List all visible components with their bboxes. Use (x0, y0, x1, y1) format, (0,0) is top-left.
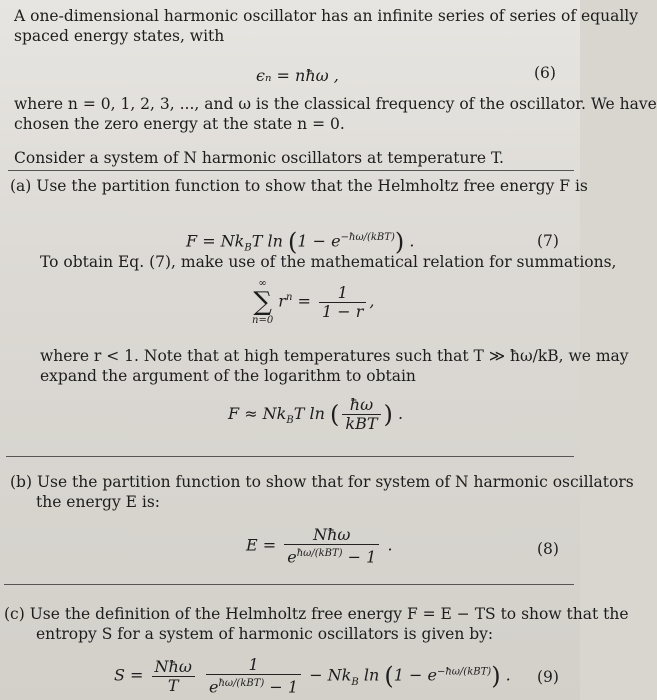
approximation-equation: $F \approx Nk_BT$ ln ( $\frac{ħ\omega}{\text{kBT}}$ ) . (228, 395, 404, 433)
intro-line-4: chosen the zero energy at the state n = 0. (14, 115, 345, 133)
part-c-line-2: entropy S for a system of harmonic oscillators is given by: (36, 625, 494, 643)
intro-line-3: where n = 0, 1, 2, 3, ..., and ω is the classical frequency of the oscillator. We have (14, 95, 657, 113)
system-statement: Consider a system of N harmonic oscillators at temperature T. (14, 149, 504, 167)
equation-7: $F = Nk_BT$ $\ln (1 - e^{-ħ\omega/(kBT)})$ . (186, 228, 415, 256)
equation-6-number: (6) (534, 64, 556, 82)
equation-6: ϵₙ = nħω , (256, 66, 339, 85)
part-c-line-1: (c) Use the definition of the Helmholtz free energy F = E − TS to show that the (4, 605, 629, 623)
equation-8: E = $\frac{\text{Nħω}}{e^{ħ\omega/(kBT)} - 1}$ . (246, 525, 393, 567)
intro-line-1: A one-dimensional harmonic oscillator has an infinite series of series of equally (14, 7, 638, 25)
divider-top (8, 170, 574, 171)
divider-middle (6, 456, 574, 457)
intro-line-2: spaced energy states, with (14, 27, 225, 45)
part-b-line-2: the energy E is: (36, 493, 161, 511)
divider-bottom (4, 584, 574, 585)
part-b-line-1: (b) Use the partition function to show that for system of N harmonic oscillators (10, 473, 634, 491)
equation-7-number: (7) (537, 232, 559, 250)
equation-8-number: (8) (537, 540, 559, 558)
part-a-line-2: To obtain Eq. (7), make use of the mathematical relation for summations, (40, 253, 617, 271)
part-a-line-3: where r < 1. Note that at high temperatures such that T ≫ ħω/kB, we may (40, 347, 629, 365)
equation-9-number: (9) (537, 668, 559, 686)
summation-formula: ∞ ∑ n=0 $r^n$ = $\frac{1}{1 - r}$ , (252, 278, 375, 326)
equation-9: S = $\frac{\text{Nħω}}{T}$ $\frac{1}{e^{ħ\omega/(kBT)} - 1}$ − $Nk_B$ $\ln (1 - e^{-ħ\omega/(kBT)})$ . (114, 655, 511, 697)
part-a-line-4: expand the argument of the logarithm to obtain (40, 367, 416, 385)
part-a-line-1: (a) Use the partition function to show that the Helmholtz free energy F is (10, 177, 588, 195)
summation-sign: ∞ ∑ n=0 (252, 278, 274, 326)
